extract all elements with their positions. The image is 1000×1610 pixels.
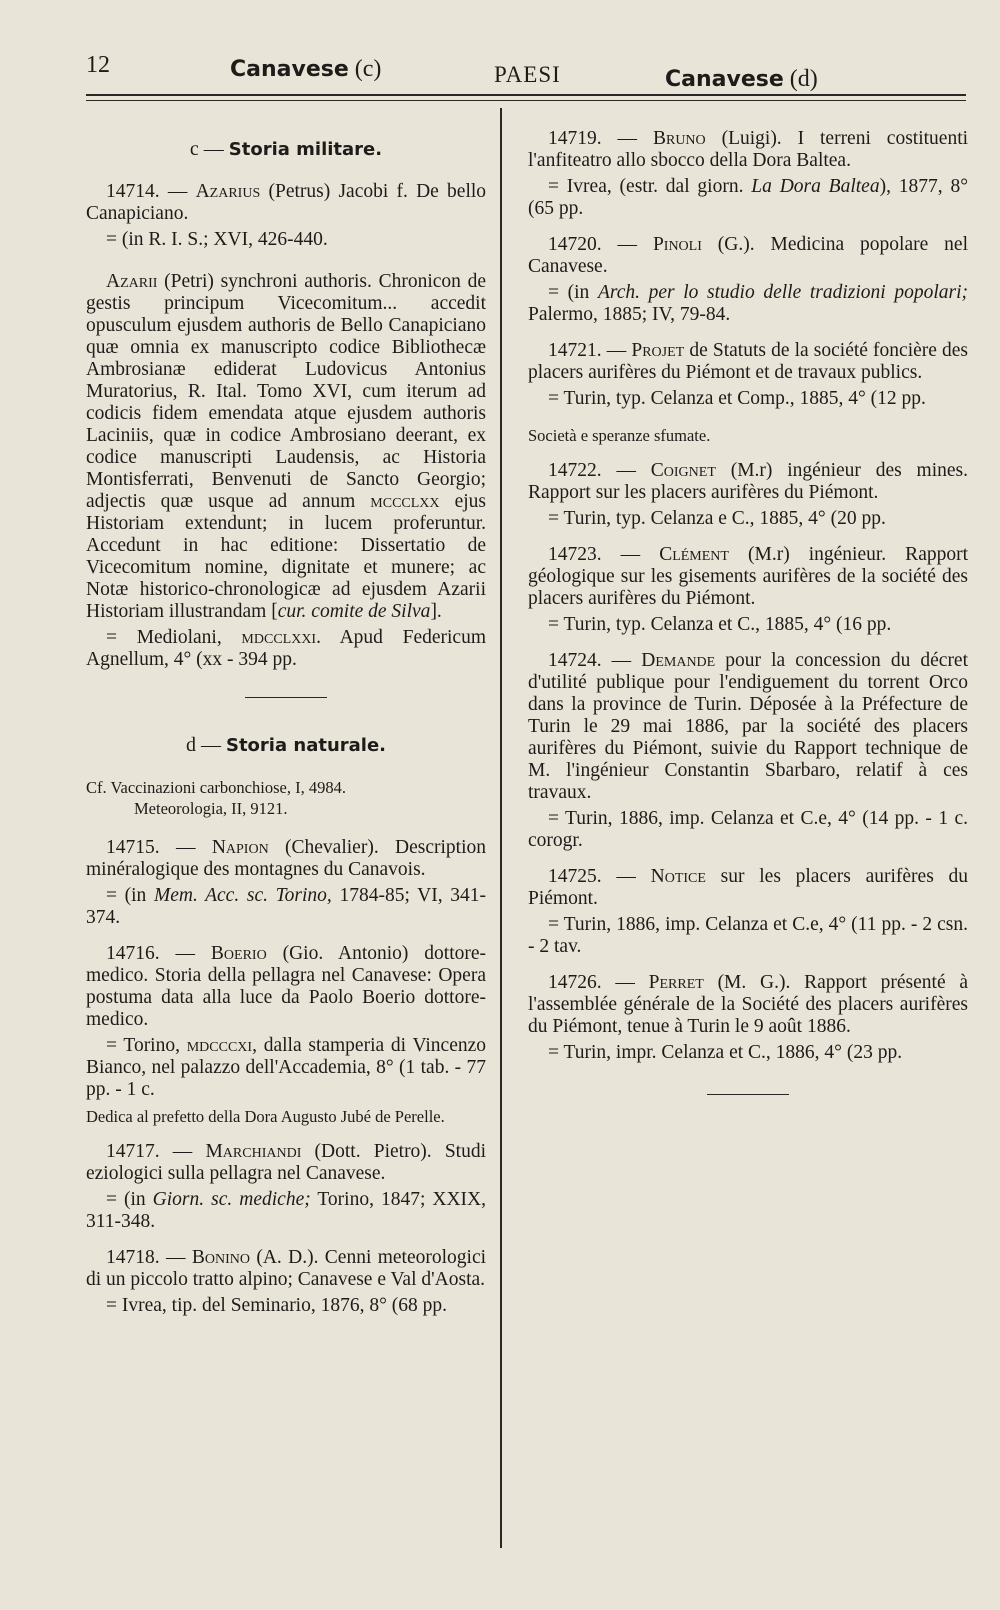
running-head-right-title: Canavese xyxy=(665,67,784,92)
entry-author: Projet xyxy=(631,340,685,361)
entry-text: (G.). Medicina popolare nel Canavese. xyxy=(528,234,969,277)
entry-publication xyxy=(528,282,968,326)
publication-details: Torino, 1847; XXIX, 311-348. xyxy=(86,1189,486,1232)
entry-body xyxy=(528,128,968,172)
entry-publication: = Turin, typ. Celanza et C., 1885, 4° (16 pp. xyxy=(548,614,892,635)
entry-body xyxy=(528,544,968,610)
entry-body xyxy=(528,650,968,804)
entry-number: 14726. — xyxy=(548,972,635,993)
section-title: Storia naturale. xyxy=(225,735,386,756)
entry-publication: = (in R. I. S.; XVI, 426-440. xyxy=(106,229,328,250)
entry-text: (Dott. Pietro). Studi eziologici sulla pellagra nel Canavese. xyxy=(86,1141,487,1184)
publication-details: , dalla stamperia di Vincenzo Bianco, nel palazzo dell'Accademia, 8° (1 tab. - 77 pp. - 1 c. xyxy=(86,1035,487,1100)
entry-author: Notice xyxy=(650,866,706,887)
running-head-left-suffix: (c) xyxy=(354,56,382,82)
entry-number: 14718. — xyxy=(106,1247,186,1268)
publication-details: 1784-85; VI, 341-374. xyxy=(86,885,487,928)
running-head-right-suffix: (d) xyxy=(789,66,818,92)
entry-number: 14720. — xyxy=(548,234,638,255)
entry-number: 14724. — xyxy=(548,650,632,671)
entry-body xyxy=(86,943,486,1031)
entry-number: 14714. — xyxy=(106,181,188,202)
section-heading-d xyxy=(86,734,486,757)
publication-prefix: = (in xyxy=(106,1189,146,1210)
description-text-2: ejus Historiam extendunt; in lucem proferuntur. Accedunt in hac editione: Dissertatio de Vicecomitum nomine, dignitate et munere; ac Notæ historico-chronologicæ ad ejusdem Azarii Historiam illustrandam [ xyxy=(86,491,487,622)
entry-14716 xyxy=(86,943,486,1127)
publication-prefix: = (in xyxy=(548,282,590,303)
entry-14724 xyxy=(528,650,968,852)
entry-body xyxy=(528,460,968,504)
entry-author: Boerio xyxy=(210,943,267,964)
description-text: (Petri) synchroni authoris. Chronicon de gestis principum Vicecomitum... accedit opusculum ejusdem authoris de Bello Canapiciano quæ omnia ex manuscripto codice Bibliothecæ Ambrosianæ ediderat Ludovicus Antonius Muratorius, R. Ital. Tomo XVI, cum iterum ad codicis fidem emendata atque ejusdem authoris Laciniis, quæ in codice Ambrosiano deerant, ex codice manuscripti Laudensis, ac Historia Montisferrati, Benvenuti de Sancto Georgio; adjectis quæ usque ad annum xyxy=(86,271,486,512)
entry-publication: = Turin, typ. Celanza et Comp., 1885, 4° (12 pp. xyxy=(548,388,926,409)
entry-note: Dedica al prefetto della Dora Augusto Jubé de Perelle. xyxy=(86,1107,445,1126)
entry-body xyxy=(528,234,968,278)
publication-place: = Torino, xyxy=(106,1035,180,1056)
running-head-left xyxy=(230,56,381,83)
entry-body xyxy=(528,972,968,1038)
entry-body xyxy=(86,181,486,225)
publication-journal: Arch. per lo studio delle tradizioni popolari; xyxy=(597,282,969,303)
entry-publication xyxy=(86,885,486,929)
entry-number: 14716. — xyxy=(106,943,196,964)
entry-author: Azarius xyxy=(195,181,261,202)
description-roman-year: mccclxx xyxy=(370,491,440,512)
publication-place: = Mediolani, xyxy=(106,627,222,648)
entry-body xyxy=(86,1141,486,1185)
running-head-left-title: Canavese xyxy=(230,57,349,82)
entry-description xyxy=(86,271,486,623)
entry-author: Pinoli xyxy=(652,234,702,255)
entry-author: Coignet xyxy=(650,460,716,481)
section-letter: c — xyxy=(189,138,224,160)
entry-publication: = Turin, impr. Celanza et C., 1886, 4° (23 pp. xyxy=(548,1042,903,1063)
description-editor: cur. comite de Silva xyxy=(277,601,431,622)
publication-details: ), 1877, 8° (65 pp. xyxy=(528,176,969,219)
entry-body xyxy=(528,340,968,384)
entry-author: Bonino xyxy=(191,1247,250,1268)
left-column xyxy=(86,130,486,1331)
page-number: 12 xyxy=(86,52,110,78)
publication-details: Palermo, 1885; IV, 79-84. xyxy=(528,304,731,325)
entry-body xyxy=(86,837,486,881)
entry-text: (Petrus) Jacobi f. De bello Canapiciano. xyxy=(86,181,487,224)
entry-14715 xyxy=(86,837,486,929)
header-rule-thin xyxy=(86,100,966,101)
entry-publication xyxy=(528,176,968,220)
entry-14714 xyxy=(86,181,486,671)
entry-publication: = Turin, typ. Celanza e C., 1885, 4° (20 pp. xyxy=(548,508,886,529)
entry-text: pour la concession du décret d'utilité publique pour l'endiguement du torrent Orco dans la province de Turin. Déposée à la Préfecture de Turin le 29 mai 1886, par la société des placers aurifères du Piémont, suivie du Rapport technique de M. l'ingénieur Constantin Sbarbaro, relatif à ces travaux. xyxy=(528,650,969,803)
entry-publication: = Turin, 1886, imp. Celanza et C.e, 4° (11 pp. - 2 csn. - 2 tav. xyxy=(528,914,968,957)
entry-publication xyxy=(86,1189,486,1233)
right-column xyxy=(528,128,968,1125)
cross-reference-line-2: Meteorologia, II, 9121. xyxy=(134,799,288,818)
entry-14721 xyxy=(528,340,968,446)
entry-number: 14723. — xyxy=(548,544,641,565)
entry-number: 14722. — xyxy=(548,460,636,481)
entry-author: Napion xyxy=(211,837,269,858)
entry-number: 14715. — xyxy=(106,837,196,858)
entry-number: 14721. — xyxy=(548,340,627,361)
entry-body xyxy=(86,1247,486,1291)
entry-author: Perret xyxy=(648,972,704,993)
entry-text: (M.r) ingénieur des mines. Rapport sur les placers aurifères du Piémont. xyxy=(528,460,968,503)
section-heading-c xyxy=(86,138,486,161)
publication-details: . Apud Federicum Agnellum, 4° (xx - 394 pp. xyxy=(86,627,486,670)
entry-body xyxy=(528,866,968,910)
end-separator xyxy=(707,1094,789,1095)
description-author: Azarii xyxy=(106,271,158,292)
cross-reference-note xyxy=(86,777,486,819)
entry-number: 14725. — xyxy=(548,866,636,887)
entry-publication xyxy=(86,1035,486,1101)
entry-14725 xyxy=(528,866,968,958)
entry-14726 xyxy=(528,972,968,1064)
publication-prefix: = (in xyxy=(106,885,147,906)
section-title: Storia militare. xyxy=(228,139,383,160)
running-head-right xyxy=(665,66,818,93)
section-letter: d — xyxy=(185,734,221,756)
entry-author: Marchiandi xyxy=(205,1141,302,1162)
entry-text: (M.r) ingénieur. Rapport géologique sur les gisements aurifères de la société des placers aurifères du Piémont. xyxy=(528,544,969,609)
column-divider xyxy=(500,108,502,1548)
entry-14720 xyxy=(528,234,968,326)
header-rule-thick xyxy=(86,94,966,96)
entry-publication: = Ivrea, tip. del Seminario, 1876, 8° (68 pp. xyxy=(106,1295,448,1316)
entry-text: (Chevalier). Description minéralogique des montagnes du Canavois. xyxy=(86,837,487,880)
entry-14723 xyxy=(528,544,968,636)
entry-number: 14719. — xyxy=(548,128,638,149)
entry-14718 xyxy=(86,1247,486,1317)
entry-text: (A. D.). Cenni meteorologici di un piccolo tratto alpino; Canavese e Val d'Aosta. xyxy=(86,1247,487,1290)
entry-author: Clément xyxy=(659,544,729,565)
entry-author: Bruno xyxy=(652,128,706,149)
entry-text: (Gio. Antonio) dottore-medico. Storia della pellagra nel Canavese: Opera postuma data alla luce da Paolo Boerio dottore-medico. xyxy=(86,943,487,1030)
entry-note: Società e speranze sfumate. xyxy=(528,426,711,445)
entry-author: Demande xyxy=(641,650,716,671)
entry-14717 xyxy=(86,1141,486,1233)
publication-journal: La Dora Baltea xyxy=(751,176,880,197)
entry-publication: = Turin, 1886, imp. Celanza et C.e, 4° (14 pp. - 1 c. corogr. xyxy=(528,808,968,851)
section-separator xyxy=(245,697,327,698)
cross-reference-line-1: Cf. Vaccinazioni carbonchiose, I, 4984. xyxy=(86,778,346,797)
running-head-center: PAESI xyxy=(494,62,561,87)
entry-text: (Luigi). I terreni costituenti l'anfiteatro allo sbocco della Dora Baltea. xyxy=(528,128,969,171)
publication-journal: Giorn. sc. mediche; xyxy=(152,1189,311,1210)
publication-roman-year: mdcclxxi xyxy=(241,627,317,648)
entry-number: 14717. — xyxy=(106,1141,193,1162)
entry-14722 xyxy=(528,460,968,530)
entry-text: de Statuts de la société foncière des placers aurifères du Piémont et de travaux publics. xyxy=(528,340,969,383)
publication-prefix: = Ivrea, (estr. dal giorn. xyxy=(548,176,744,197)
entry-14719 xyxy=(528,128,968,220)
publication-journal: Mem. Acc. sc. Torino, xyxy=(153,885,332,906)
description-end: ]. xyxy=(430,601,442,622)
entry-text: sur les placers aurifères du Piémont. xyxy=(528,866,969,909)
publication-roman-year: mdcccxi xyxy=(186,1035,253,1056)
description-publication xyxy=(86,627,486,671)
entry-text: (M. G.). Rapport présenté à l'assemblée générale de la Société des placers aurifères du Piémont, tenue à Turin le 9 août 1886. xyxy=(528,972,969,1037)
